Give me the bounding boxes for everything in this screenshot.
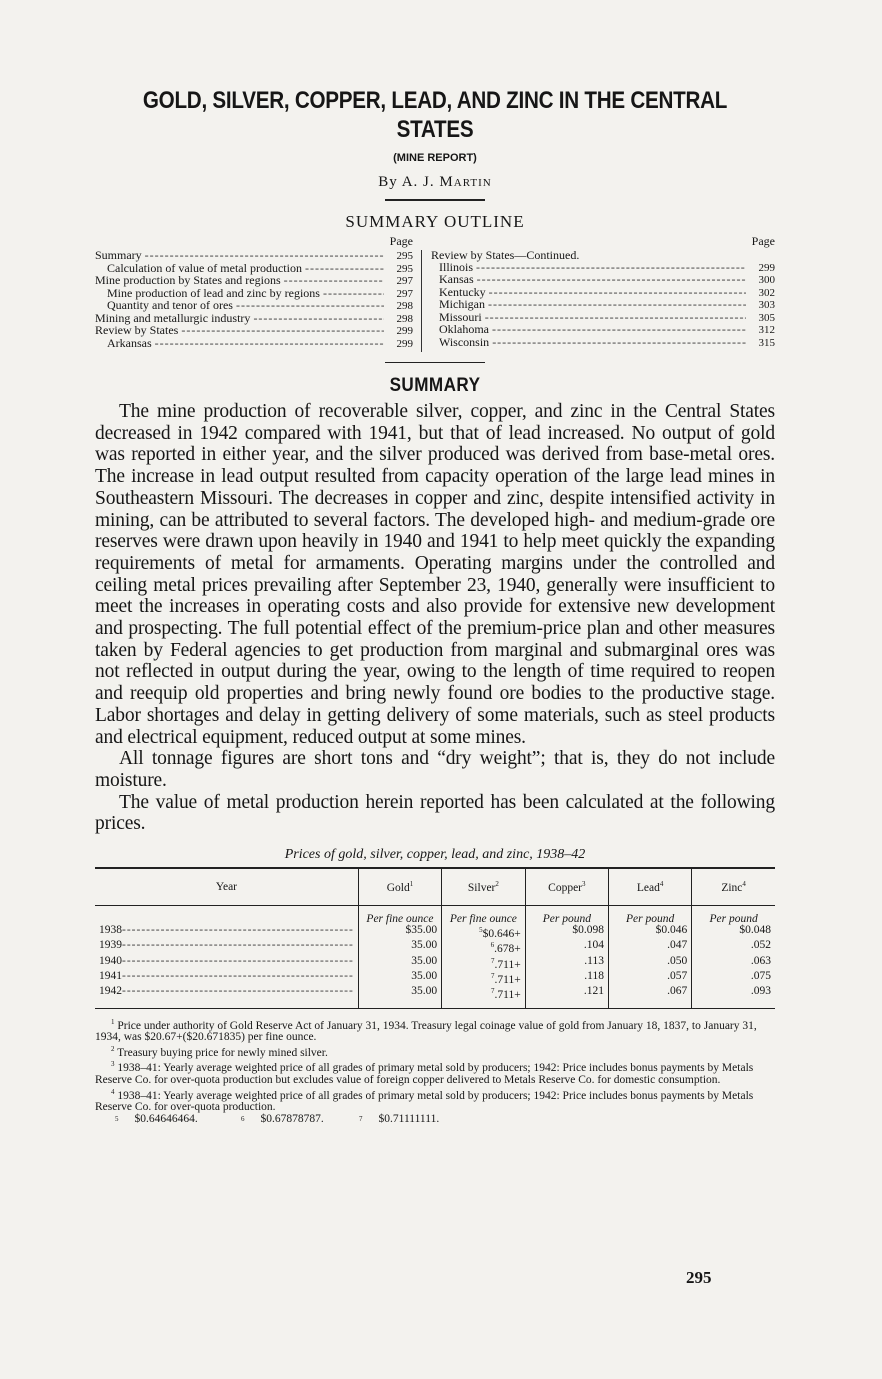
footnote-7: $^7$ $0.71111111. [359,1112,440,1125]
col-header-gold: Gold$^1$ [358,868,441,906]
toc-label: Arkansas [107,335,152,350]
toc-page: 295 [396,250,413,262]
cell-zinc: .075 [692,971,775,986]
toc-label: Kansas [439,272,474,286]
toc-label: Mining and metallurgic industry [95,310,251,325]
outline-page-label: Page [751,234,775,248]
outline-left-column [95,236,413,350]
toc-label: Quantity and tenor of ores [107,298,233,312]
cell-lead: .047 [608,940,691,955]
table-units-row [95,906,775,926]
cell-silver: $^6$.678+ [442,940,526,955]
footnote-2: $^2$ Treasury buying price for newly mined silver. [111,1044,328,1059]
table-row: 1942------------------------------------------------ 35.00 $^7$.711+ .121 .067 .093 [95,986,775,1008]
toc-page: 300 [758,274,775,286]
cell-silver: $^5$\$0.646+ [442,925,526,940]
summary-outline [95,236,775,354]
toc-page: 297 [396,275,413,287]
toc-entry[interactable] [431,299,775,312]
table-row: 1940------------------------------------------------ 35.00 $^7$.711+ .113 .050 .063 [95,956,775,971]
unit-zinc: Per pound [692,906,775,926]
footnotes-5-7 [95,1114,775,1128]
toc-page: 299 [758,261,775,274]
cell-year: 1939 [99,940,122,952]
cell-silver: $^7$.711+ [442,971,526,986]
cell-lead: .050 [608,956,691,971]
summary-paragraph-1: The mine production of recoverable silver, copper, and zinc in the Central States decreased in 1942 compared with 1941, but that of lead increased. No output of gold was reported in either year, and the silver produced was derived from base-metal ores. The increase in lead output resulted from capacity operation of the large lead mines in Southeastern Missouri. The decreases in copper and zinc, despite intensified activity in mining, can be attributed to several factors. The developed high- and medium-grade ore reserves were drawn upon heavily in 1940 and 1941 to help meet quickly the expanding requirements of metal for armaments. Operating margins under the controlled and ceiling metal prices prevailing after September 23, 1940, generally were insufficient to meet the increases in operating costs and also provide for extensive new development and prospecting. The full potential effect of the premium-price plan and other measures taken by Federal agencies to get production from marginal and submarginal ores was not reflected in output during the year, owing to the length of time required to reopen and reequip old properties and bring newly found ore bodies to the productive stage. Labor shortages and delay in getting delivery of some materials, such as steel products and electrical equipment, reduced output at some mines. [95,401,775,748]
toc-label: Mine production of lead and zinc by regions [107,285,320,300]
cell-silver: $^7$.711+ [442,986,526,1008]
table-row: 1939------------------------------------------------ 35.00 $^6$.678+ .104 .047 .052 [95,940,775,955]
cell-copper: .118 [525,971,608,986]
outline-right-column [431,236,775,349]
footnote-4: $^4$ 1938–41: Yearly average weighted price of all grades of primary metal sold by producers; 1942: Price includes bonus payments by Metals Reserve Co. for over-quota production. [95,1087,754,1114]
cell-zinc: .093 [692,986,775,1008]
cell-year: 1938 [99,925,122,937]
toc-page: 295 [396,262,413,275]
prices-table [95,867,775,1009]
footnote-3: $^3$ 1938–41: Yearly average weighted price of all grades of primary metal sold by producers; 1942: Price includes bonus payments by Metals Reserve Co. for over-quota production but excludes value of foreign copper delivered to Metals Reserve Co. for domestic consumption. [95,1060,754,1086]
cell-zinc: .052 [692,940,775,955]
cell-year: 1940 [99,955,122,967]
document-page [95,86,775,1128]
summary-body [95,401,775,835]
footnote-1: $^1$ Price under authority of Gold Reserve Act of January 31, 1934. Treasury legal coinage value of gold from January 18, 1837, to January 31, 1934, was $20.67+($20.671835) per fine ounce. [95,1017,757,1044]
toc-page: 298 [396,300,413,312]
toc-page: 315 [758,336,775,349]
footnote-5: $^5$ $0.64646464. [115,1112,198,1125]
toc-entry[interactable] [431,259,775,275]
toc-page: 299 [396,337,413,350]
cell-gold: $35.00 [358,925,441,940]
toc-page: 303 [758,299,775,311]
cell-lead: .057 [608,971,691,986]
col-header-zinc: Zinc$^4$ [692,868,775,906]
cell-copper: .113 [525,956,608,971]
outline-page-label: Page [389,234,413,248]
toc-entry[interactable] [431,334,775,350]
cell-gold: 35.00 [358,971,441,986]
unit-copper: Per pound [525,906,608,926]
toc-label: Oklahoma [439,322,489,336]
col-header-lead: Lead$^4$ [608,868,691,906]
byline [95,174,775,191]
toc-label: Kentucky [439,284,486,299]
toc-label: Review by States [95,323,179,337]
toc-label: Illinois [439,259,474,274]
footnotes [95,1017,775,1128]
cell-copper: $0.098 [525,925,608,940]
table-caption: Prices of gold, silver, copper, lead, and zinc, 1938–42 [284,847,586,863]
unit-gold: Per fine ounce [358,906,441,926]
toc-page: 297 [396,287,413,300]
toc-label: Wisconsin [439,334,490,349]
summary-heading: SUMMARY [389,375,481,396]
table-header-row [95,868,775,906]
cell-silver: $^7$.711+ [442,956,526,971]
toc-label: Michigan [439,297,485,311]
footnote-6: $^6$ $0.67878787. [241,1112,324,1125]
cell-lead: $0.046 [608,925,691,940]
toc-page: 298 [396,312,413,325]
outline-continued-heading: Review by States—Continued. [431,248,580,262]
report-subtitle: (MINE REPORT) [393,152,477,164]
outline-divider [421,250,422,352]
page-number: 295 [686,1268,712,1287]
toc-entry[interactable] [95,335,413,351]
cell-gold: 35.00 [358,986,441,1008]
toc-label: Mine production by States and regions [95,273,281,287]
title-line-2: STATES [396,116,474,143]
author-name: Martin [439,174,492,190]
cell-gold: 35.00 [358,956,441,971]
toc-page: 312 [758,324,775,336]
cell-year: 1942 [99,986,122,998]
report-title [143,86,728,144]
unit-lead: Per pound [608,906,691,926]
cell-copper: .121 [525,986,608,1008]
cell-copper: .104 [525,940,608,955]
table-row: 1938------------------------------------------------ $35.00 $^5$\$0.646+ $0.098 $0.046 $0.048 [95,925,775,940]
outline-bottom-divider [385,362,485,363]
col-header-silver: Silver$^2$ [442,868,526,906]
title-line-1: GOLD, SILVER, COPPER, LEAD, AND ZINC IN THE CENTRAL [142,87,728,114]
outline-heading: SUMMARY OUTLINE [345,212,525,231]
toc-page: 302 [758,286,775,299]
cell-year: 1941 [99,971,122,983]
cell-zinc: .063 [692,956,775,971]
cell-zinc: $0.048 [692,925,775,940]
toc-label: Calculation of value of metal production [107,260,302,275]
toc-label: Summary [95,248,142,262]
toc-page: 299 [396,325,413,337]
summary-paragraph-3: The value of metal production herein reported has been calculated at the following prices. [95,791,775,835]
col-header-copper: Copper$^3$ [525,868,608,906]
unit-silver: Per fine ounce [442,906,526,926]
table-row: 1941------------------------------------------------ 35.00 $^7$.711+ .118 .057 .075 [95,971,775,986]
cell-gold: 35.00 [358,940,441,955]
toc-label: Missouri [439,309,482,324]
title-divider [385,199,485,201]
toc-page: 305 [758,311,775,324]
summary-paragraph-2: All tonnage figures are short tons and “dry weight”; that is, they do not include moisture. [95,748,775,791]
col-header-year: Year [95,868,358,906]
byline-prefix: By A. J. [378,174,435,190]
cell-lead: .067 [608,986,691,1008]
